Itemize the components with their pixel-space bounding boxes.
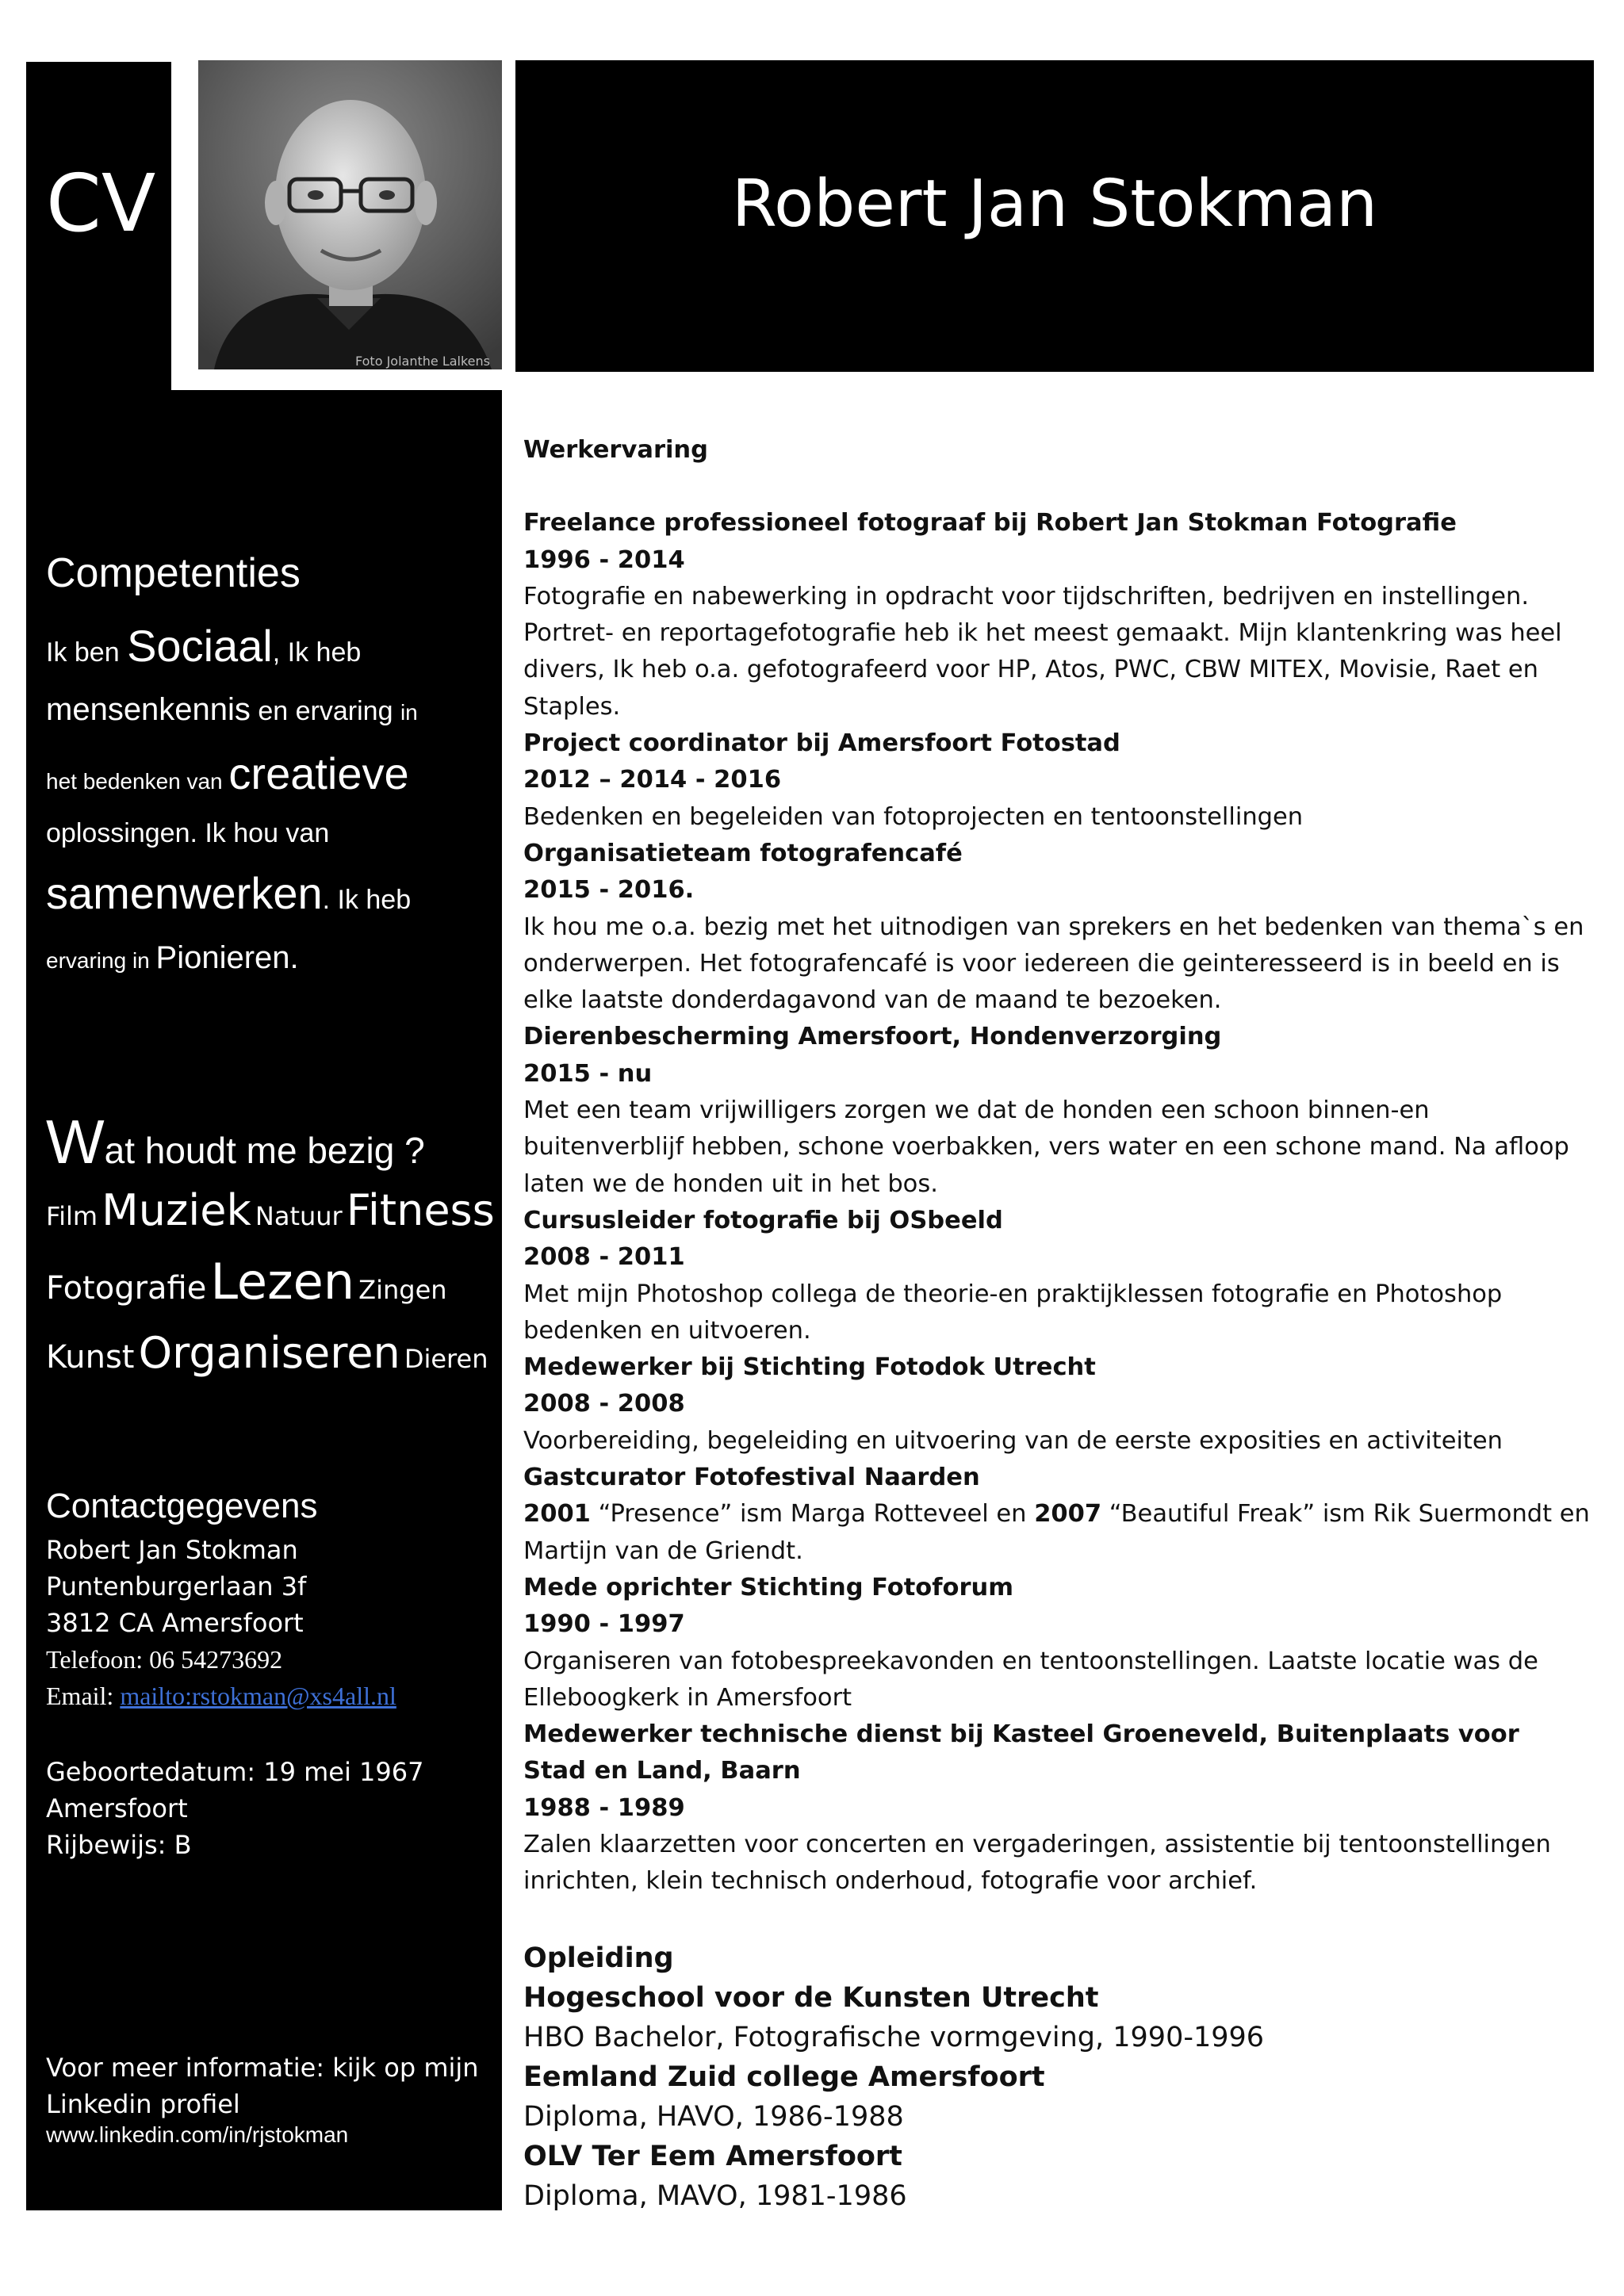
job-title: Dierenbescherming Amersfoort, Hondenverzorging xyxy=(523,1023,1222,1051)
comp-word: samenwerken xyxy=(46,868,323,919)
hobby-word: Natuur xyxy=(255,1201,343,1231)
comp-word: creatieve xyxy=(228,748,409,799)
job-title: Organisatieteam fotografencafé xyxy=(523,839,963,867)
comp-word: ervaring in xyxy=(46,947,156,973)
contact-details xyxy=(46,1532,498,1714)
comp-word: het bedenken van xyxy=(46,769,229,794)
job-description: Met mijn Photoshop collega de theorie-en praktijklessen fotografie en Photoshop bedenken en uitvoeren. xyxy=(523,1280,1503,1345)
hobby-words xyxy=(46,1177,498,1386)
job-title: Mede oprichter Stichting Fotoforum xyxy=(523,1573,1014,1601)
hobby-word: Fotografie xyxy=(46,1269,207,1307)
school-name: Eemland Zuid college Amersfoort xyxy=(523,2061,1045,2093)
education xyxy=(523,1938,1590,2216)
hobby-word: Film xyxy=(46,1201,98,1231)
school-name: Hogeschool voor de Kunsten Utrecht xyxy=(523,1982,1099,2014)
school-description: HBO Bachelor, Fotografische vormgeving, 1990-1996 xyxy=(523,2022,1265,2053)
contact-heading: Contactgegevens xyxy=(46,1487,318,1525)
linkedin-link[interactable]: www.linkedin.com/in/rjstokman xyxy=(46,2122,349,2147)
competencies-heading: Competenties xyxy=(46,550,301,596)
job-description: Zalen klaarzetten voor concerten en vergaderingen, assistentie bij tentoonstellingen inrichten, klein technisch onderhoud, fotografie voor archief. xyxy=(523,1830,1551,1896)
portrait-image xyxy=(198,60,502,369)
school-description: Diploma, HAVO, 1986-1988 xyxy=(523,2101,904,2133)
work-experience xyxy=(523,432,1590,1900)
naarden-text: “Beautiful Freak” ism Rik Suermondt en Martijn van de Griendt. xyxy=(523,1500,1590,1565)
hobby-word: Muziek xyxy=(102,1185,251,1235)
job-description: Ik hou me o.a. bezig met het uitnodigen van sprekers en het bedenken van thema`s en onderwerpen. Het fotografencafé is voor iedereen die geinteresseerd is in beeld en is elke laatste donderdagavond van de maand te bezoeken. xyxy=(523,913,1584,1015)
job-title: Cursusleider fotografie bij OSbeeld xyxy=(523,1206,1003,1234)
page-title: Robert Jan Stokman xyxy=(731,166,1378,242)
year: 2001 xyxy=(523,1500,591,1529)
hobby-word: Dieren xyxy=(404,1343,488,1374)
hobby-word: Fitness xyxy=(346,1185,495,1235)
education-heading: Opleiding xyxy=(523,1942,674,1974)
job-description: Voorbereiding, begeleiding en uitvoering van de eerste exposities en activiteiten xyxy=(523,1426,1503,1455)
more-info-line: Linkedin profiel xyxy=(46,2089,240,2119)
hobby-word: Zingen xyxy=(358,1274,447,1305)
comp-word: mensenkennis xyxy=(46,692,251,728)
job-description: Met een team vrijwilligers zorgen we dat de honden een schoon binnen-en buitenverblijf hebben, schone voerbakken, vers water en een schone mand. Na afloop laten we de honden uit in het bos. xyxy=(523,1096,1569,1198)
hobby-word: Organiseren xyxy=(138,1327,400,1378)
hobbies-heading-rest: at houdt me bezig ? xyxy=(104,1130,425,1171)
job-period: 2012 – 2014 - 2016 xyxy=(523,766,782,794)
photo-credit: Foto Jolanthe Lalkens xyxy=(355,354,490,369)
more-info xyxy=(46,2049,498,2122)
job-description: Fotografie en nabewerking in opdracht voor tijdschriften, bedrijven en instellingen. Portret- en reportagefotografie heb ik het meest gemaakt. Mijn klantenkring was heel divers, Ik heb o.a. gefotografeerd voor HP, Atos, PWC, CBW MITEX, Movisie, Raet en Staples. xyxy=(523,582,1562,721)
job-title: Gastcurator Fotofestival Naarden xyxy=(523,1464,980,1492)
comp-word: Ik ben xyxy=(46,637,128,668)
job-description: Bedenken en begeleiden van fotoprojecten en tentoonstellingen xyxy=(523,802,1304,831)
contact-email xyxy=(46,1678,498,1714)
email-link[interactable]: mailto:rstokman@xs4all.nl xyxy=(120,1682,396,1710)
contact-name: Robert Jan Stokman xyxy=(46,1535,298,1565)
drivers-license: Rijbewijs: B xyxy=(46,1830,192,1860)
comp-word: Sociaal xyxy=(127,621,273,671)
school-name: OLV Ter Eem Amersfoort xyxy=(523,2141,902,2172)
contact-street: Puntenburgerlaan 3f xyxy=(46,1571,307,1601)
experience-heading: Werkervaring xyxy=(523,436,708,464)
birth-date: Geboortedatum: 19 mei 1967 xyxy=(46,1757,424,1787)
hobbies-heading-initial: W xyxy=(46,1107,105,1177)
job-period: 2008 - 2011 xyxy=(523,1243,685,1272)
naarden-text: “Presence” ism Marga Rotteveel en xyxy=(590,1500,1035,1529)
comp-word: . Ik heb xyxy=(322,885,412,916)
comp-word: oplossingen. Ik hou van xyxy=(46,818,330,849)
comp-word: Pionieren. xyxy=(155,939,299,975)
personal-details xyxy=(46,1754,498,1863)
contact-city: 3812 CA Amersfoort xyxy=(46,1608,304,1638)
comp-word: en ervaring xyxy=(250,696,400,727)
school-description: Diploma, MAVO, 1981-1986 xyxy=(523,2180,907,2212)
job-period: 1996 - 2014 xyxy=(523,545,685,574)
job-description: Organiseren van fotobespreekavonden en tentoonstellingen. Laatste locatie was de Elleboogkerk in Amersfoort xyxy=(523,1647,1538,1712)
job-title: Medewerker technische dienst bij Kasteel Groeneveld, Buitenplaats voor Stad en Land, Baarn xyxy=(523,1720,1519,1785)
job-period: 1990 - 1997 xyxy=(523,1610,685,1639)
year: 2007 xyxy=(1034,1500,1102,1529)
job-description xyxy=(523,1496,1590,1570)
job-title: Freelance professioneel fotograaf bij Robert Jan Stokman Fotografie xyxy=(523,509,1457,538)
portrait-photo xyxy=(198,60,502,369)
job-title: Medewerker bij Stichting Fotodok Utrecht xyxy=(523,1353,1096,1382)
competencies-text xyxy=(46,609,498,985)
hobby-word: Kunst xyxy=(46,1338,135,1376)
job-period: 1988 - 1989 xyxy=(523,1793,685,1822)
birth-place: Amersfoort xyxy=(46,1793,188,1823)
contact-phone: Telefoon: 06 54273692 xyxy=(46,1645,283,1674)
more-info-line: Voor meer informatie: kijk op mijn xyxy=(46,2053,479,2083)
job-period: 2015 - 2016. xyxy=(523,876,695,905)
cv-label: CV xyxy=(46,157,156,250)
comp-word: , Ik heb xyxy=(272,637,362,668)
job-period: 2015 - nu xyxy=(523,1059,653,1088)
hobby-word: Lezen xyxy=(210,1252,355,1311)
comp-word: in xyxy=(400,700,418,725)
job-title: Project coordinator bij Amersfoort Fotostad xyxy=(523,729,1120,758)
email-label: Email: xyxy=(46,1682,121,1710)
job-period: 2008 - 2008 xyxy=(523,1390,685,1418)
hobbies-heading xyxy=(46,1106,498,1178)
